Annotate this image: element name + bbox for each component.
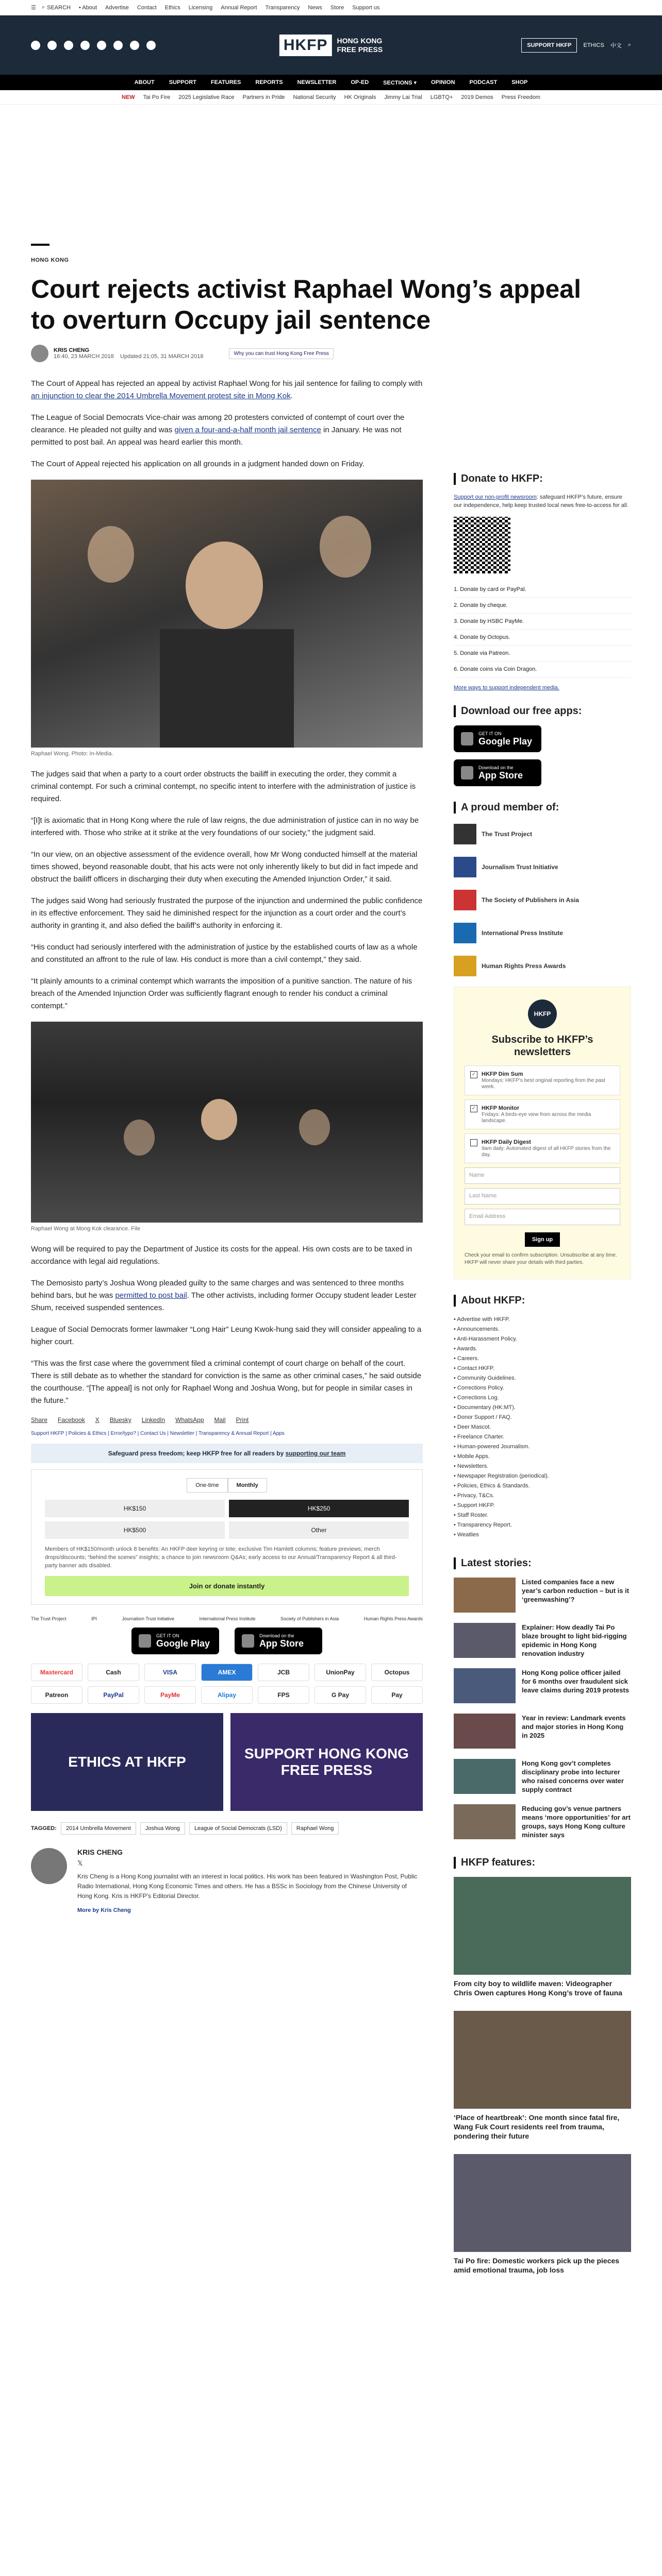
trending-item[interactable]: 2025 Legislative Race [178,94,235,100]
support-hkfp-button[interactable]: SUPPORT HKFP [521,38,577,53]
member-logos [454,822,631,978]
donation-widget [31,1469,423,1605]
latest-story[interactable] [454,1578,631,1613]
subscribe-note: Check your email to confirm subscription. Unsubscribe at any time. HKFP will never share your details with third parties. [465,1252,617,1265]
facebook-icon[interactable] [31,41,40,50]
checkbox[interactable]: ✓ [470,1105,477,1112]
story-title[interactable]: Explainer: How deadly Tai Po blaze brought to light bid-rigging epidemic in Hong Kong renovation industry [522,1623,627,1657]
byline [31,345,423,362]
latest-heading: Latest stories: [454,1557,631,1569]
latest-story[interactable] [454,1804,631,1839]
support-promo[interactable]: SUPPORT HONG KONG FREE PRESS [230,1713,423,1811]
logo-ipi[interactable]: IPI [91,1616,97,1621]
about-link[interactable]: • Community Guidelines. [454,1375,516,1381]
logo-sopa[interactable]: Society of Publishers in Asia [280,1616,339,1621]
annual-report-link[interactable]: Annual Report [221,4,257,11]
support-links[interactable]: Support HKFP | Policies & Ethics | Error/typo? | Contact Us | Newsletter | Transparency & Annual Report | Apps [31,1431,285,1436]
paypal-icon: PayPal [88,1686,139,1704]
nav-op-ed[interactable]: OP-ED [351,79,369,86]
donate-qr-code[interactable] [454,517,510,573]
payment-methods [31,1664,423,1704]
member-logo[interactable]: International Press Institute [454,921,631,945]
about-link[interactable]: • Support HKFP. [454,1502,495,1509]
rss-icon[interactable] [146,41,156,50]
instagram-icon[interactable] [64,41,73,50]
donate-heading: Donate to HKFP: [454,473,631,485]
jcb-icon: JCB [258,1664,309,1681]
member-logo[interactable]: Human Rights Press Awards [454,954,631,978]
story-thumbnail[interactable] [454,1623,516,1658]
member-heading: A proud member of: [454,802,631,814]
tag[interactable]: Raphael Wong [291,1822,339,1835]
paragraph: Wong will be required to pay the Department of Justice its costs for the appeal. His own costs are to be taxed in accordance with legal aid regulations. [31,1245,412,1266]
sidebar [454,473,631,2288]
updated-date: Updated 21:05, 31 MARCH 2018 [120,353,204,360]
youtube-icon[interactable] [97,41,106,50]
share-facebook[interactable]: Facebook [58,1416,85,1423]
about-link[interactable]: • Newspaper Registration (periodical). [454,1473,549,1479]
trust-project-icon [454,824,476,844]
logo-text: HONG KONG FREE PRESS [337,36,383,54]
search-link[interactable] [31,4,71,11]
nav-podcast[interactable]: PODCAST [469,79,498,86]
first-name-input[interactable]: Name [465,1167,620,1184]
nav-sections[interactable]: SECTIONS ▾ [383,79,417,86]
ipi-icon [454,923,476,943]
ethics-promo[interactable]: ETHICS AT HKFP [31,1713,223,1811]
signup-button[interactable]: Sign up [525,1232,560,1247]
site-logo[interactable] [279,35,383,56]
app-store-badge[interactable]: Download on the App Store [454,759,541,786]
safeguard-banner: Safeguard press freedom; keep HKFP free for all readers by supporting our team [31,1444,423,1463]
article-body [31,378,423,1407]
trending-item[interactable]: LGBTQ+ [430,94,453,100]
jti-icon [454,857,476,877]
story-title[interactable]: Reducing gov’s venue partners means ‘more opportunities’ for art groups, says Hong Kong culture minister says [522,1805,631,1839]
latest-story[interactable] [454,1759,631,1794]
paragraph: “It plainly amounts to a criminal contempt which warrants the imposition of a punitive sanction. The nature of his breach of the Amended Injunction Order was sufficiently flagrant enough to render his conduct a criminal contempt.” [31,977,412,1010]
sopa-icon [454,890,476,910]
bail-link[interactable]: permitted to post bail [115,1291,187,1300]
mong-kok-clearance-photo [31,1022,423,1223]
transparency-link[interactable]: Transparency [265,4,300,11]
share-mail[interactable]: Mail [214,1416,226,1423]
about-link[interactable]: • Weatlies [454,1532,479,1538]
about-link[interactable]: • Mobile Apps. [454,1453,490,1460]
trending-item[interactable]: HK Originals [344,94,376,100]
google-pay-icon: G Pay [315,1686,366,1704]
telegram-icon[interactable] [113,41,123,50]
about-link[interactable]: • Staff Roster. [454,1512,489,1518]
checkbox[interactable]: ✓ [470,1071,477,1078]
about-link[interactable]: • Announcements. [454,1326,500,1332]
share-x[interactable]: X [95,1416,100,1423]
about-link[interactable]: • Deer Mascot. [454,1424,491,1430]
join-donate-button[interactable]: Join or donate instantly [45,1576,409,1596]
story-thumbnail[interactable] [454,1714,516,1749]
about-link[interactable]: • Contact HKFP. [454,1365,494,1371]
search-label: SEARCH [47,4,71,11]
donate-method[interactable]: 3. Donate by HSBC PayMe. [454,614,631,630]
trending-label: NEW [122,94,135,100]
story-thumbnail[interactable] [454,1578,516,1613]
tab-monthly[interactable]: Monthly [228,1478,267,1493]
amount-option-selected[interactable]: HK$250 [229,1500,409,1517]
about-link[interactable]: • Corrections Policy. [454,1385,504,1391]
tags-row [31,1822,423,1835]
amount-option-other[interactable]: Other [229,1521,409,1539]
nav-opinion[interactable]: OPINION [431,79,455,86]
nav-features[interactable]: FEATURES [210,79,241,86]
cash-icon: Cash [88,1664,139,1681]
amex-icon: AMEX [201,1664,253,1681]
about-links [454,1315,631,1540]
tag[interactable]: Joshua Wong [140,1822,185,1835]
author-name[interactable]: KRIS CHENG [54,347,90,353]
logo-mark: HKFP [279,35,332,56]
author-avatar [31,345,48,362]
share-linkedin[interactable]: LinkedIn [141,1416,166,1423]
nav-about[interactable]: ABOUT [134,79,155,86]
about-heading: About HKFP: [454,1295,631,1307]
paragraph: The judges said that when a party to a court order obstructs the bailiff in executing the order, they commit a criminal contempt. For such a criminal contempt, no specific intent to interfere with the administration of justice is required. [31,770,416,803]
story-thumbnail[interactable] [454,1759,516,1794]
logo-press-institute[interactable]: International Press Institute [199,1616,256,1621]
more-by-author-link[interactable]: More by Kris Cheng [77,1907,131,1913]
supporting-team-link[interactable]: supporting our team [285,1450,346,1457]
latest-stories [454,1578,631,1839]
apple-icon [242,1634,254,1648]
paragraph: “His conduct had seriously interfered with the administration of justice by the established courts of law as a whole and constituted an affront to the rule of law. His conduct is more than a civil contempt,” they said. [31,943,418,964]
about-link[interactable]: • Newsletters. [454,1463,489,1469]
author-box-name[interactable]: KRIS CHENG [77,1848,123,1856]
licensing-link[interactable]: Licensing [188,4,213,11]
news-link[interactable]: News [308,4,322,11]
newsletter-heading: Subscribe to HKFP’s newsletters [491,1034,593,1058]
chinese-edition-link[interactable]: 中文 [610,42,622,49]
story-title[interactable]: Hong Kong police officer jailed for 6 months over fraudulent sick leave claims during 2019 protests [522,1669,630,1694]
injunction-link[interactable]: an injunction to clear the 2014 Umbrella Movement protest site in Mong Kok [31,392,291,400]
donate-method[interactable]: 1. Donate by card or PayPal. [454,582,631,598]
membership-note: Members of HK$150/month unlock 8 benefits: An HKFP deer keyring or tote; exclusive Tim Hamlett columns; feature previews; merch drops/discounts; “behind the scenes” insights; a chance to join newsroom Q&As; early access to our Annual/Transparency Report & all third-party banner ads disabled. [45,1546,397,1569]
feature-stories [454,1877,631,2275]
amount-option[interactable]: HK$500 [45,1521,225,1539]
about-link[interactable]: • About [78,4,97,11]
advertise-link[interactable]: Advertise [105,4,129,11]
feature-story[interactable] [454,1877,631,1997]
visa-icon: VISA [144,1664,196,1681]
trending-item[interactable]: Press Freedom [501,94,540,100]
about-link[interactable]: • Transparency Report. [454,1522,512,1528]
newsletter-option[interactable]: ✓ HKFP Dim Sum Mondays: HKFP’s best original reporting from the past week. [465,1065,620,1095]
google-play-badge[interactable]: GET IT ON Google Play [131,1628,219,1654]
octopus-icon: Octopus [371,1664,423,1681]
donate-method[interactable]: 6. Donate coins via Coin Dragon. [454,662,631,677]
latest-story[interactable] [454,1714,631,1749]
search-icon[interactable]: ⌕ [627,42,631,48]
bluesky-icon[interactable] [130,41,139,50]
story-thumbnail[interactable] [454,1668,516,1703]
alipay-icon: Alipay [201,1686,253,1704]
tag[interactable]: 2014 Umbrella Movement [61,1822,136,1835]
nav-reports[interactable]: REPORTS [255,79,283,86]
about-link[interactable]: • Human-powered Journalism. [454,1444,530,1450]
paragraph: The judges said Wong had seriously frustrated the purpose of the injunction and undermined the public confidence in its effective enforcement. They said he diminished respect for the injunction as a court order and the court’s authority in granting it, and also defied the bailiff’s authority in enforcing it. [31,896,423,930]
author-photo [31,1848,67,1884]
menu-icon: ☰ [31,5,36,11]
author-bio: Kris Cheng is a Hong Kong journalist with an interest in local politics. His work has been featured in Washington Post, Public Radio International, Hong Kong Economic Times and others. He has a BSSc in Sociology from the Chinese University of Hong Kong. Kris is HKFP’s Editorial Director. [77,1873,418,1900]
more-ways-link[interactable]: More ways to support independent media. [454,685,559,691]
about-link[interactable]: • Privacy, T&Cs. [454,1493,494,1499]
apple-icon [461,766,473,779]
hrpa-icon [454,956,476,976]
ethics-header-link[interactable]: ETHICS [583,42,604,48]
fps-icon: FPS [258,1686,309,1704]
contact-link[interactable]: Contact [137,4,157,11]
paragraph: The Court of Appeal rejected his application on all grounds in a judgment handed down on Friday. [31,460,365,468]
mastercard-icon: Mastercard [31,1664,82,1681]
x-icon[interactable] [47,41,57,50]
feature-image[interactable] [454,2011,631,2109]
paragraph: The Demosisto party’s Joshua Wong pleaded guilty to the same charges and was sentenced to three months behind bars, but he was permitted to post bail. The other activists, including former Occupy student leader Lester Shum, received suspended sentences. [31,1279,417,1312]
newsletter-option[interactable]: HKFP Daily Digest 9am daily: Automated digest of all HKFP stories from the day. [465,1133,620,1163]
support-us-link[interactable]: Support us [352,4,380,11]
top-utility-bar [0,0,662,15]
google-play-badge[interactable]: GET IT ON Google Play [454,725,541,752]
story-title[interactable]: Year in review: Landmark events and major stories in Hong Kong in 2025 [522,1714,626,1739]
payme-icon: PayMe [144,1686,196,1704]
store-link[interactable]: Store [330,4,344,11]
trending-item[interactable]: Jimmy Lai Trial [384,94,422,100]
about-link[interactable]: • Anti-Harassment Policy. [454,1336,517,1342]
raphael-wong-photo [31,480,423,748]
share-label: Share [31,1416,48,1423]
share-print[interactable]: Print [236,1416,249,1423]
about-link[interactable]: • Corrections Log. [454,1395,499,1401]
trending-item[interactable]: Tai Po Fire [143,94,171,100]
feature-title[interactable]: Tai Po fire: Domestic workers pick up the pieces amid emotional trauma, job loss [454,2257,620,2274]
donate-text: Support our non-profit newsroom: safeguard HKFP’s future, ensure our independence, help keep trusted local news free-to-access for all. [454,494,628,509]
author-box [31,1848,423,1914]
social-icons [31,41,156,50]
features-heading: HKFP features: [454,1857,631,1869]
about-link[interactable]: • Advertise with HKFP. [454,1316,510,1323]
newsletter-option[interactable]: ✓ HKFP Monitor Fridays: A birds-eye view from across the media landscape. [465,1099,620,1129]
latest-story[interactable] [454,1668,631,1703]
sentence-link[interactable]: given a four-and-a-half month jail sentence [174,426,321,434]
about-link[interactable]: • Policies, Ethics & Standards. [454,1483,530,1489]
logo-trust-project[interactable]: The Trust Project [31,1616,67,1621]
story-title[interactable]: Listed companies face a new year’s carbon reduction – but is it ‘greenwashing’? [522,1578,630,1603]
nav-newsletter[interactable]: NEWSLETTER [297,79,337,86]
amount-option[interactable]: HK$150 [45,1500,225,1517]
logo-jti[interactable]: Journalism Trust Initiative [122,1616,175,1621]
story-thumbnail[interactable] [454,1804,516,1839]
tags-label: TAGGED: [31,1825,57,1832]
email-input[interactable]: Email Address [465,1209,620,1225]
checkbox[interactable] [470,1139,477,1146]
about-link[interactable]: • Awards. [454,1346,477,1352]
trending-item[interactable]: Partners in Pride [242,94,285,100]
feature-story[interactable] [454,2154,631,2275]
donate-method[interactable]: 5. Donate via Patreon. [454,646,631,662]
about-link[interactable]: • Freelance Charter. [454,1434,505,1440]
nav-support[interactable]: SUPPORT [169,79,196,86]
ethics-link[interactable]: Ethics [164,4,180,11]
google-play-icon [461,732,473,745]
story-title[interactable]: Hong Kong gov’t completes disciplinary probe into lecturer who raised concerns over water supply contract [522,1759,624,1793]
feature-title[interactable]: ‘Place of heartbreak’: One month since fatal fire, Wang Fuk Court residents reel from trauma, pondering their future [454,2113,620,2140]
donate-method[interactable]: 2. Donate by cheque. [454,598,631,614]
member-logo[interactable]: The Society of Publishers in Asia [454,888,631,912]
trending-bar [0,90,662,105]
share-bluesky[interactable]: Bluesky [109,1416,131,1423]
patreon-icon: Patreon [31,1686,82,1704]
newsletter-signup [454,987,631,1279]
share-bar [31,1416,423,1423]
donate-method[interactable]: 4. Donate by Octopus. [454,630,631,646]
google-play-icon [139,1634,151,1648]
about-link[interactable]: • Documentary (HK:MT). [454,1404,516,1411]
paragraph: The Court of Appeal has rejected an appeal by activist Raphael Wong for his jail sentence for failing to comply with an injunction to clear the 2014 Umbrella Movement protest site in Mong Kok. [31,379,423,400]
site-header [0,15,662,75]
paragraph: The League of Social Democrats Vice-chair was among 20 protesters convicted of contempt of court over the clearance. He pleaded not guilty and was given a four-and-a-half month jail sentence in January. He was not permitted to post bail. An appeal was heard earlier this month. [31,413,405,447]
kicker-bar [31,244,49,246]
last-name-input[interactable]: Last Name [465,1188,620,1205]
nav-shop[interactable]: SHOP [511,79,528,86]
trust-link[interactable]: Why you can trust Hong Kong Free Press [229,348,334,359]
unionpay-icon: UnionPay [315,1664,366,1681]
tag[interactable]: League of Social Democrats (LSD) [189,1822,287,1835]
photo-caption: Raphael Wong. Photo: In-Media. [31,751,113,757]
paragraph: “[I]t is axiomatic that in Hong Kong where the rule of law reigns, the due administration of justice can in no way be interfered with. Those who strike at it strike at the very foundations of our society,” the judgment said. [31,816,419,837]
feature-title[interactable]: From city boy to wildlife maven: Videographer Chris Owen captures Hong Kong’s trove of fauna [454,1979,622,1997]
publish-date: 16:40, 23 MARCH 2018 [54,353,114,360]
donate-methods [454,582,631,677]
apps-heading: Download our free apps: [454,705,631,717]
trending-item[interactable]: National Security [293,94,336,100]
feature-image[interactable] [454,1877,631,1975]
threads-icon[interactable] [80,41,90,50]
apple-pay-icon: Pay [371,1686,423,1704]
paragraph: “This was the first case where the government filed a criminal contempt of court charge on behalf of the court. There is still debate as to whether the standard for conviction is the same as other criminal cases,” he said outside the courthouse. “[The appeal] is not only for Raphael Wong and Joshua Wong, but for people in similar cases in the future.” [31,1359,422,1405]
about-link[interactable]: • Donor Support / FAQ. [454,1414,512,1420]
article-title: Court rejects activist Raphael Wong’s appeal to overturn Occupy jail sentence [31,275,581,334]
paragraph: “In our view, on an objective assessment of the evidence overall, how Mr Wong conducted himself at the material times showed, beyond reasonable doubt, that his acts were not only inherently likely to but did in fact impede and obstruct the bailiff officers in discharging their duty when executing the Amended Injunction Order,” it said. [31,850,418,884]
trending-item[interactable]: 2019 Demos [461,94,493,100]
photo-caption: Raphael Wong at Mong Kok clearance. File [31,1226,140,1232]
member-logo[interactable]: Journalism Trust Initiative [454,855,631,879]
feature-story[interactable] [454,2011,631,2141]
tab-one-time[interactable]: One-time [187,1478,227,1493]
about-link[interactable]: • Careers. [454,1355,479,1362]
hkfp-logo: HKFP [528,999,557,1028]
member-logo[interactable]: The Trust Project [454,822,631,846]
paragraph: League of Social Democrats former lawmaker “Long Hair” Leung Kwok-hung said they will consider appealing to a higher court. [31,1325,422,1346]
main-nav [0,75,662,90]
support-newsroom-link[interactable]: Support our non-profit newsroom [454,494,537,500]
x-icon[interactable]: 𝕏 [77,1859,83,1867]
article-category[interactable]: HONG KONG [31,257,69,263]
search-icon: ⌕ [41,4,45,10]
latest-story[interactable] [454,1623,631,1658]
share-whatsapp[interactable]: WhatsApp [175,1416,204,1423]
partner-logos [31,1616,423,1621]
logo-hrpa[interactable]: Human Rights Press Awards [363,1616,423,1621]
feature-image[interactable] [454,2154,631,2252]
app-store-badge[interactable]: Download on the App Store [235,1628,322,1654]
